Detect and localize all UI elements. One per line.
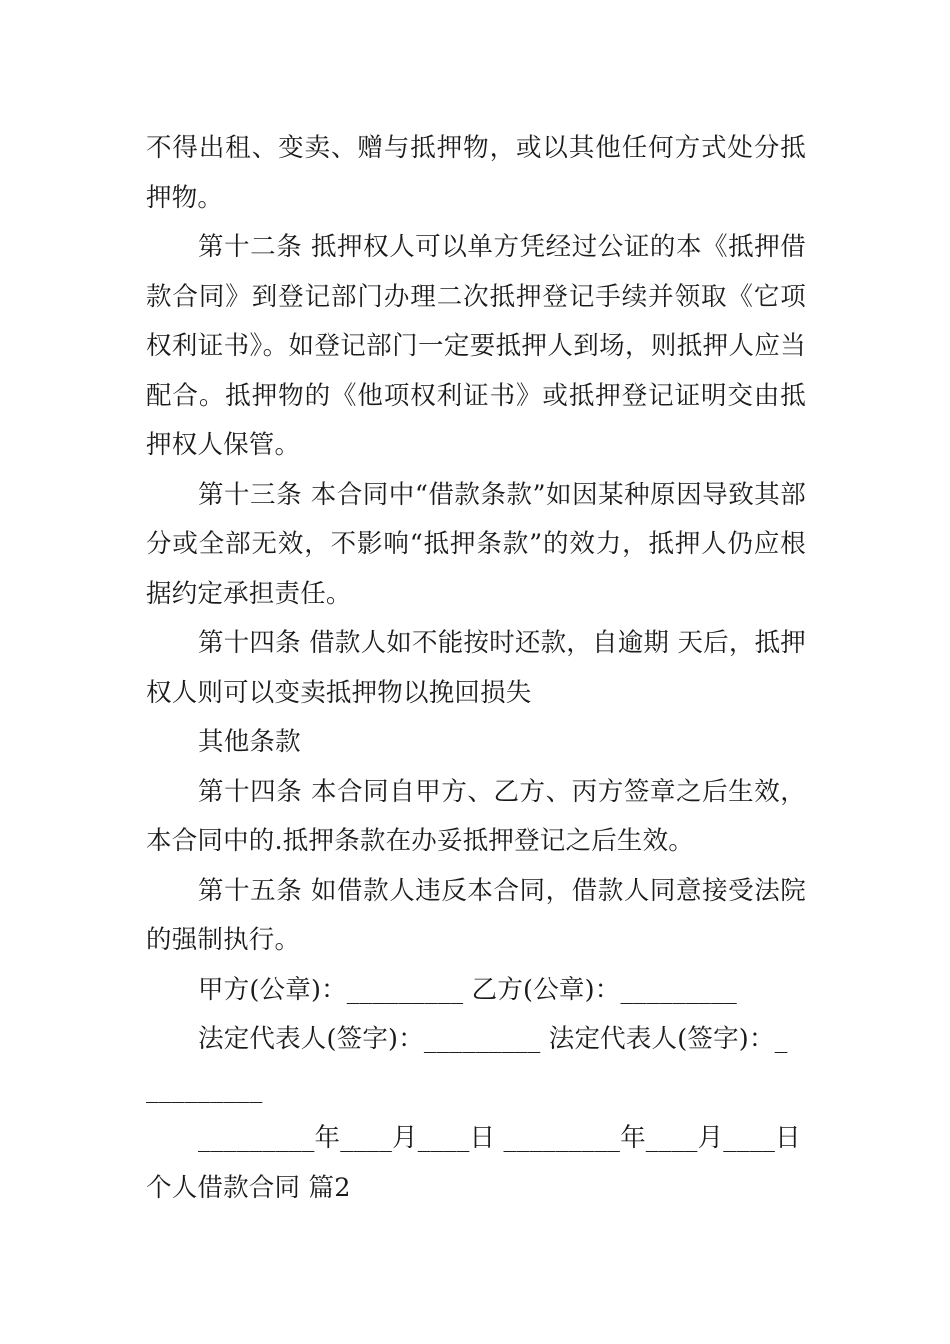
section-heading-other-terms: 其他条款 [198, 727, 301, 757]
signature-line-representative: 法定代表人(签字)：_________ 法定代表人(签字)：_ [198, 1024, 788, 1054]
date-line: _________年____月____日 _________年____月____日 [198, 1123, 801, 1153]
paragraph-article-14-effect: 第十四条 本合同自甲方、乙方、丙方签章之后生效，本合同中的.抵押条款在办妥抵押登记之后生效。 [146, 776, 806, 856]
paragraph-article-15: 第十五条 如借款人违反本合同，借款人同意接受法院的强制执行。 [146, 875, 806, 955]
paragraph-article-14: 第十四条 借款人如不能按时还款，自逾期 天后，抵押权人则可以变卖抵押物以挽回损失 [146, 628, 806, 708]
paragraph-article-13: 第十三条 本合同中“借款条款”如因某种原因导致其部分或全部无效，不影响“抵押条款”的效力，抵押人仍应根据约定承担责任。 [146, 479, 806, 609]
signature-line-representative-continued: _________ [146, 1073, 263, 1104]
next-section-title: 个人借款合同 篇2 [146, 1172, 351, 1203]
document-body [146, 124, 806, 1213]
paragraph-article-12: 第十二条 抵押权人可以单方凭经过公证的本《抵押借款合同》到登记部门办理二次抵押登记手续并领取《它项权利证书》。如登记部门一定要抵押人到场，则抵押人应当配合。抵押物的《他项权利证书》或抵押登记证明交由抵押权人保管。 [146, 232, 806, 460]
paragraph-continuation: 不得出租、变卖、赠与抵押物，或以其他任何方式处分抵押物。 [146, 133, 806, 213]
signature-line-seal: 甲方(公章)：_________ 乙方(公章)：_________ [198, 974, 738, 1005]
